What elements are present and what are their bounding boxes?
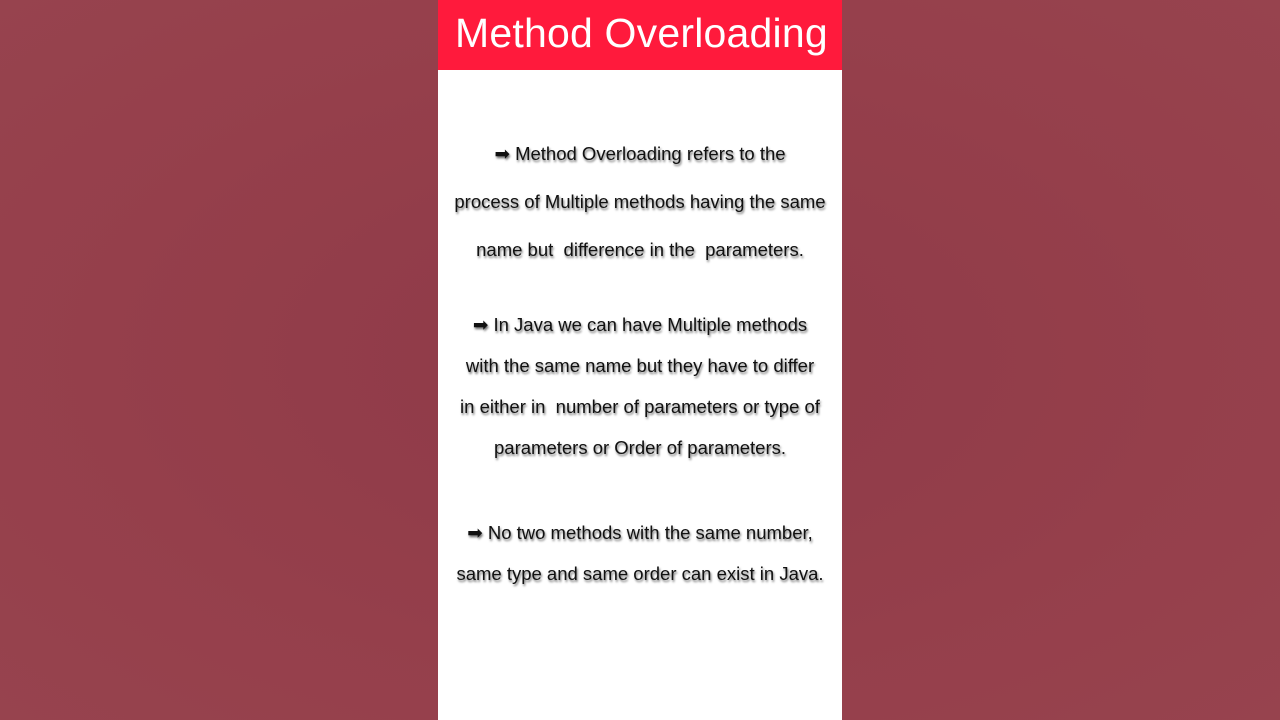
paragraph-line: in either in number of parameters or type of xyxy=(460,396,820,417)
paragraph-java-rules xyxy=(438,304,842,468)
paragraph-line: ➡ No two methods with the same number, xyxy=(467,522,813,543)
slide-title: Method Overloading xyxy=(455,10,828,56)
paragraph-line: same type and same order can exist in Java. xyxy=(456,563,824,584)
paragraph-line: parameters or Order of parameters. xyxy=(494,437,786,458)
paragraph-restriction xyxy=(438,512,842,594)
title-bar xyxy=(438,0,842,70)
paragraph-line: name but difference in the parameters. xyxy=(476,239,804,260)
paragraph-line: with the same name but they have to differ xyxy=(465,355,815,376)
paragraph-line: ➡ In Java we can have Multiple methods xyxy=(472,314,808,335)
paragraph-definition xyxy=(438,130,842,274)
paragraph-line: process of Multiple methods having the same xyxy=(454,191,826,212)
paragraph-line: ➡ Method Overloading refers to the xyxy=(494,143,786,164)
content-card xyxy=(438,0,842,720)
